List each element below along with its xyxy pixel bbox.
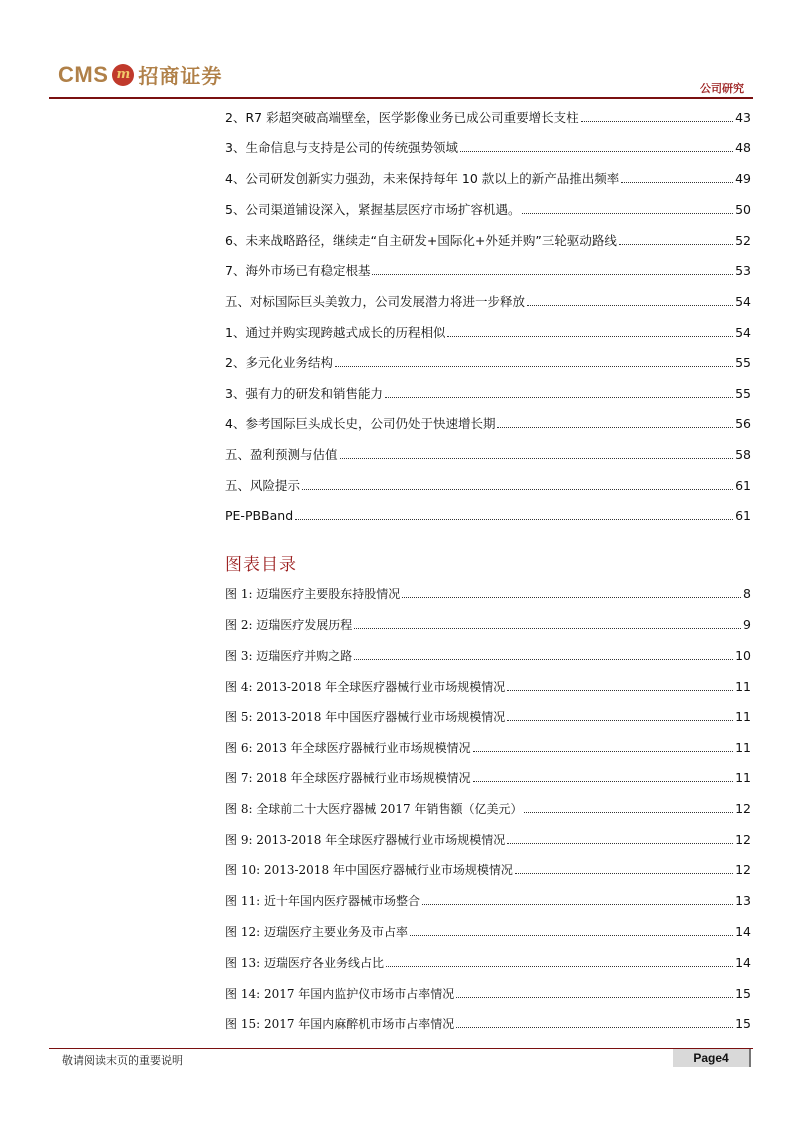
figure-entry-page: 10 (735, 648, 751, 663)
figure-entry[interactable] (225, 766, 751, 786)
toc-entry-title: 6、未来战略路径，继续走“自主研发+国际化+外延并购”三轮驱动路线 (225, 233, 617, 248)
figure-entry-title: 图 8: 全球前二十大医疗器械 2017 年销售额（亿美元） (225, 802, 523, 816)
figure-entry[interactable] (225, 982, 751, 1002)
toc-entry[interactable] (225, 259, 751, 279)
figure-entry-page: 12 (735, 832, 751, 847)
toc-entry-page: 53 (735, 263, 751, 278)
toc-entry[interactable] (225, 474, 751, 494)
toc-entry-title: 1、通过并购实现跨越式成长的历程相似 (225, 325, 446, 340)
toc-entry-page: 54 (735, 294, 751, 309)
leader-dots (460, 151, 733, 152)
figure-entry-title: 图 12: 迈瑞医疗主要业务及市占率 (225, 925, 408, 939)
leader-dots (410, 935, 733, 936)
cms-logo (58, 60, 222, 89)
toc-entry-page: 56 (735, 416, 751, 431)
figure-entry-page: 13 (735, 893, 751, 908)
toc-entry-title: 3、生命信息与支持是公司的传统强势领域 (225, 140, 458, 155)
figure-entry[interactable] (225, 828, 751, 848)
toc-entry-page: 61 (735, 508, 751, 523)
leader-dots (386, 966, 733, 967)
figure-entry[interactable] (225, 1012, 751, 1032)
toc-entry[interactable] (225, 106, 751, 126)
figure-entry[interactable] (225, 920, 751, 940)
leader-dots (354, 628, 741, 629)
toc-entry-title: PE-PBBand (225, 508, 294, 523)
figure-entry[interactable] (225, 951, 751, 971)
footer-divider (49, 1048, 753, 1049)
toc-entry-page: 54 (735, 325, 751, 340)
figure-entry[interactable] (225, 736, 751, 756)
page-header (0, 0, 793, 100)
figure-entry-title: 图 6: 2013 年全球医疗器械行业市场规模情况 (225, 741, 471, 755)
figure-entry-page: 12 (735, 801, 751, 816)
figure-entry-title: 图 2: 迈瑞医疗发展历程 (225, 618, 353, 632)
figure-entry-title: 图 4: 2013-2018 年全球医疗器械行业市场规模情况 (225, 680, 506, 694)
leader-dots (507, 720, 733, 721)
leader-dots (422, 904, 733, 905)
figure-entry[interactable] (225, 705, 751, 725)
figure-entry[interactable] (225, 889, 751, 909)
figure-entry[interactable] (225, 582, 751, 602)
toc-entry-title: 2、多元化业务结构 (225, 355, 333, 370)
figure-entry-page: 9 (743, 617, 751, 632)
leader-dots (456, 1027, 733, 1028)
toc-entry-title: 4、参考国际巨头成长史，公司仍处于快速增长期 (225, 416, 496, 431)
leader-dots (402, 597, 741, 598)
figure-entry[interactable] (225, 644, 751, 664)
leader-dots (621, 182, 733, 183)
logo-company-name: 招商证券 (138, 64, 223, 88)
toc-entry[interactable] (225, 167, 751, 187)
figure-entry[interactable] (225, 675, 751, 695)
figure-entry-title: 图 15: 2017 年国内麻醉机市场市占率情况 (225, 1017, 455, 1031)
toc-entry-page: 49 (735, 171, 751, 186)
leader-dots (524, 812, 733, 813)
figure-entry-page: 11 (735, 770, 751, 785)
toc-entry-title: 7、海外市场已有稳定根基 (225, 263, 371, 278)
footer-disclaimer-note: 敬请阅读末页的重要说明 (62, 1054, 183, 1067)
figure-entry-page: 14 (735, 924, 751, 939)
leader-dots (619, 244, 733, 245)
toc-entry-title: 五、盈利预测与估值 (225, 447, 338, 462)
figure-entry-page: 14 (735, 955, 751, 970)
toc-entry[interactable] (225, 504, 751, 524)
leader-dots (354, 659, 733, 660)
leader-dots (456, 997, 733, 998)
leader-dots (372, 274, 733, 275)
toc-entry-page: 43 (735, 110, 751, 125)
toc-entry[interactable] (225, 290, 751, 310)
leader-dots (527, 305, 733, 306)
figure-entry-title: 图 5: 2013-2018 年中国医疗器械行业市场规模情况 (225, 710, 506, 724)
toc-entry-title: 五、风险提示 (225, 478, 301, 493)
toc-entry-title: 5、公司渠道铺设深入，紧握基层医疗市场扩容机遇。 (225, 202, 521, 217)
figure-entry-page: 15 (735, 1016, 751, 1031)
toc-entry-page: 48 (735, 140, 751, 155)
figure-entry-page: 12 (735, 862, 751, 877)
leader-dots (507, 843, 733, 844)
toc-entry[interactable] (225, 136, 751, 156)
figure-entry-title: 图 3: 迈瑞医疗并购之路 (225, 649, 353, 663)
toc-entry-page: 55 (735, 355, 751, 370)
figure-entry-page: 11 (735, 709, 751, 724)
leader-dots (340, 458, 734, 459)
figures-section-title: 图表目录 (225, 555, 297, 575)
header-divider (49, 97, 753, 99)
figure-entry-title: 图 14: 2017 年国内监护仪市场市占率情况 (225, 987, 455, 1001)
leader-dots (302, 489, 733, 490)
toc-entry[interactable] (225, 382, 751, 402)
leader-dots (335, 366, 733, 367)
toc-entry-page: 58 (735, 447, 751, 462)
figure-entry[interactable] (225, 613, 751, 633)
figure-entry-title: 图 11: 近十年国内医疗器械市场整合 (225, 894, 420, 908)
leader-dots (473, 781, 733, 782)
page-number-badge: Page4 (673, 1049, 751, 1067)
leader-dots (385, 397, 733, 398)
toc-entry[interactable] (225, 443, 751, 463)
toc-entry[interactable] (225, 321, 751, 341)
figure-entry-title: 图 7: 2018 年全球医疗器械行业市场规模情况 (225, 771, 471, 785)
toc-entry[interactable] (225, 229, 751, 249)
toc-entry-title: 3、强有力的研发和销售能力 (225, 386, 383, 401)
figure-entry[interactable] (225, 797, 751, 817)
figure-entry-title: 图 9: 2013-2018 年全球医疗器械行业市场规模情况 (225, 833, 506, 847)
leader-dots (473, 751, 733, 752)
toc-entry-title: 五、对标国际巨头美敦力，公司发展潜力将进一步释放 (225, 294, 526, 309)
toc-entry-title: 4、公司研发创新实力强劲，未来保持每年 10 款以上的新产品推出频率 (225, 171, 620, 186)
figure-entry-title: 图 13: 迈瑞医疗各业务线占比 (225, 956, 384, 970)
leader-dots (581, 121, 734, 122)
figure-entry-title: 图 10: 2013-2018 年中国医疗器械行业市场规模情况 (225, 863, 513, 877)
toc-entry-page: 55 (735, 386, 751, 401)
toc-entry[interactable] (225, 351, 751, 371)
report-type-label: 公司研究 (700, 82, 744, 95)
leader-dots (447, 336, 733, 337)
toc-entry-page: 61 (735, 478, 751, 493)
toc-entry-page: 50 (735, 202, 751, 217)
leader-dots (522, 213, 733, 214)
toc-entry[interactable] (225, 412, 751, 432)
toc-entry[interactable] (225, 198, 751, 218)
figure-entry-page: 11 (735, 740, 751, 755)
figure-entry-page: 15 (735, 986, 751, 1001)
logo-text: CMS (58, 61, 109, 87)
toc-entry-page: 52 (735, 233, 751, 248)
leader-dots (295, 519, 733, 520)
leader-dots (497, 427, 733, 428)
figure-entry-title: 图 1: 迈瑞医疗主要股东持股情况 (225, 587, 401, 601)
logo-emblem-icon: m (112, 64, 134, 86)
figure-entry-page: 11 (735, 679, 751, 694)
leader-dots (515, 873, 733, 874)
leader-dots (507, 690, 733, 691)
figure-entry-page: 8 (743, 586, 751, 601)
toc-entry-title: 2、R7 彩超突破高端壁垒，医学影像业务已成公司重要增长支柱 (225, 110, 579, 125)
figure-entry[interactable] (225, 858, 751, 878)
